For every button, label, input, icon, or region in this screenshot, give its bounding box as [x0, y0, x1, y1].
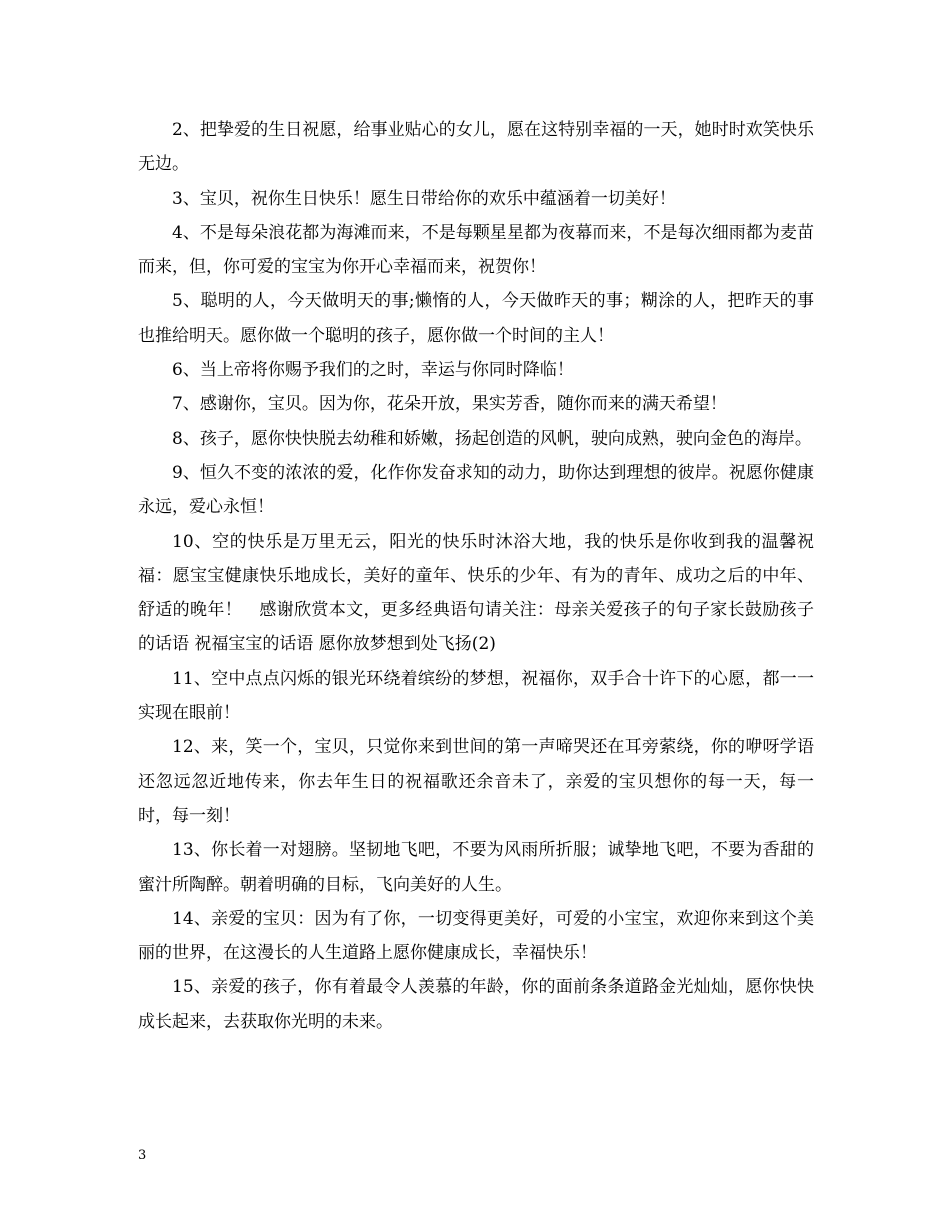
paragraph: 11、空中点点闪烁的银光环绕着缤纷的梦想，祝福你，双手合十许下的心愿，都一一实现在眼前！ [138, 668, 814, 724]
paragraph: 15、亲爱的孩子，你有着最令人羡慕的年龄，你的面前条条道路金光灿灿，愿你快快成长起来，去获取你光明的未来。 [138, 977, 814, 1032]
paragraph: 14、亲爱的宝贝：因为有了你，一切变得更美好，可爱的小宝宝，欢迎你来到这个美丽的世界，在这漫长的人生道路上愿你健康成长，幸福快乐！ [138, 908, 814, 964]
paragraph: 12、来，笑一个，宝贝，只觉你来到世间的第一声啼哭还在耳旁萦绕，你的咿呀学语还忽远忽近地传来，你去年生日的祝福歌还余音未了，亲爱的宝贝想你的每一天，每一时，每一刻！ [138, 737, 814, 826]
paragraph: 2、把挚爱的生日祝愿，给事业贴心的女儿，愿在这特别幸福的一天，她时时欢笑快乐无边。 [138, 120, 814, 175]
paragraph: 9、恒久不变的浓浓的爱，化作你发奋求知的动力，助你达到理想的彼岸。祝愿你健康永远，爱心永恒！ [138, 462, 814, 518]
paragraph: 6、当上帝将你赐予我们的之时，幸运与你同时降临！ [172, 360, 574, 381]
paragraph: 13、你长着一对翅膀。坚韧地飞吧，不要为风雨所折服；诚挚地飞吧，不要为香甜的蜜汁所陶醉。朝着明确的目标，飞向美好的人生。 [138, 840, 814, 895]
paragraph: 7、感谢你，宝贝。因为你，花朵开放，果实芳香，随你而来的满天希望！ [172, 394, 727, 415]
paragraph: 10、空的快乐是万里无云，阳光的快乐时沐浴大地，我的快乐是你收到我的温馨祝福：愿宝宝健康快乐地成长，美好的童年、快乐的少年、有为的青年、成功之后的中年、舒适的晚年！ 感谢欣赏本文，更多经典语句请关注：母亲关爱孩子的句子家长鼓励孩子的话语 祝福宝宝的话语 愿你放梦想到处飞扬(2) [138, 531, 814, 655]
paragraph: 3、宝贝，祝你生日快乐！愿生日带给你的欢乐中蕴涵着一切美好！ [172, 188, 676, 209]
body-text [138, 113, 814, 1039]
paragraph: 4、不是每朵浪花都为海滩而来，不是每颗星星都为夜幕而来，不是每次细雨都为麦苗而来，但，你可爱的宝宝为你开心幸福而来，祝贺你！ [138, 222, 814, 278]
paragraph: 5、聪明的人，今天做明天的事;懒惰的人，今天做昨天的事；糊涂的人，把昨天的事也推给明天。愿你做一个聪明的孩子，愿你做一个时间的主人！ [138, 291, 814, 346]
page-number: 3 [138, 1148, 147, 1163]
paragraph: 8、孩子，愿你快快脱去幼稚和娇嫩，扬起创造的风帆，驶向成熟，驶向金色的海岸。 [172, 428, 812, 449]
